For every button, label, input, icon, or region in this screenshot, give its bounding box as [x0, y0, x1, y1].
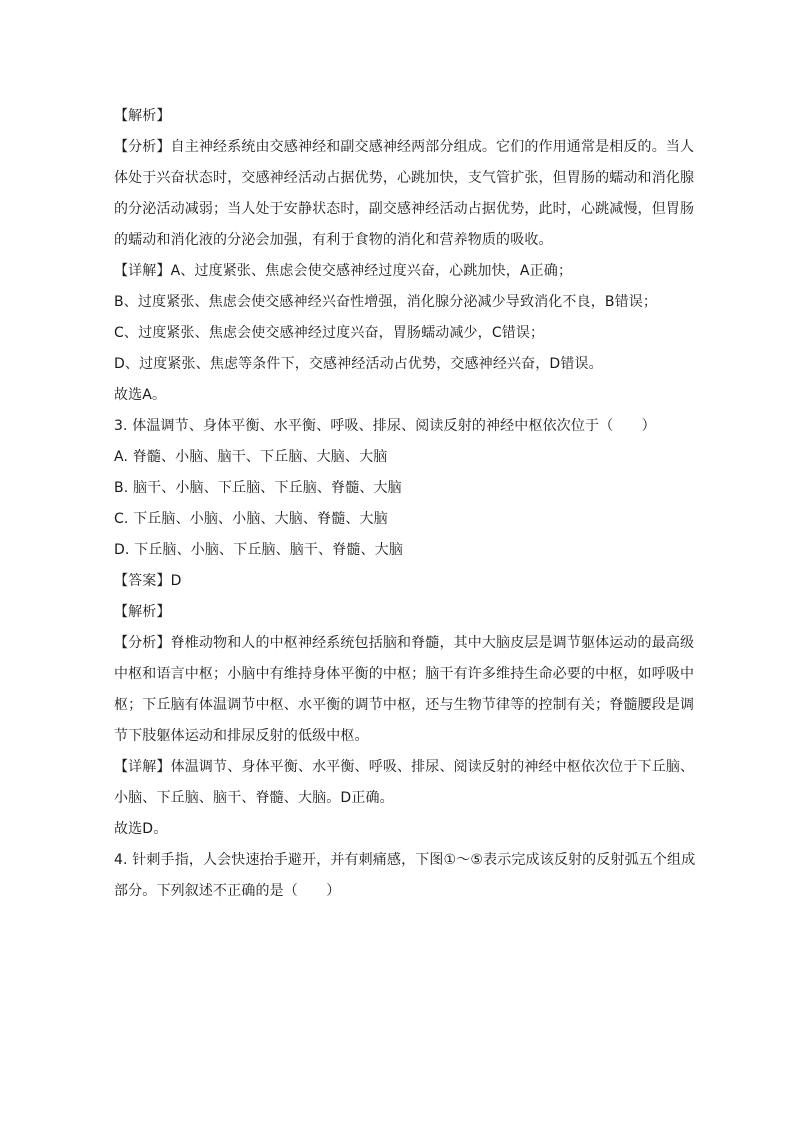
detail-paragraph: 【详解】体温调节、身体平衡、水平衡、呼吸、排尿、阅读反射的神经中枢依次位于下丘脑、小脑、下丘脑、脑干、脊髓、大脑。D正确。: [114, 759, 695, 806]
question-3-option-a: A. 脊髓、小脑、脑干、下丘脑、大脑、大脑: [114, 449, 388, 465]
detail-option-d: D、过度紧张、焦虑等条件下，交感神经活动占优势，交感神经兴奋，D错误。: [114, 356, 603, 372]
question-3-option-c: C. 下丘脑、小脑、小脑、大脑、脊髓、大脑: [114, 511, 388, 527]
section-heading-analysis: 【解析】: [114, 108, 171, 124]
question-3-option-d: D. 下丘脑、小脑、下丘脑、脑干、脊髓、大脑: [114, 542, 403, 558]
detail-option-c: C、过度紧张、焦虑会使交感神经过度兴奋，胃肠蠕动减少，C错误；: [114, 325, 545, 341]
conclusion-line: 故选D。: [114, 821, 168, 837]
question-4-stem: 4. 针刺手指，人会快速抬手避开，并有刺痛感，下图①～⑤表示完成该反射的反射弧五个组成部分。下列叙述不正确的是（ ）: [114, 852, 696, 899]
analysis-paragraph: 【分析】自主神经系统由交感神经和副交感神经两部分组成。它们的作用通常是相反的。当人体处于兴奋状态时，交感神经活动占据优势，心跳加快，支气管扩张，但胃肠的蠕动和消化腺的分泌活动减弱；当人处于安静状态时，副交感神经活动占据优势，此时，心跳减慢，但胃肠的蠕动和消化液的分泌会加强，有利于食物的消化和营养物质的吸收。: [114, 139, 695, 248]
document-body: [114, 101, 704, 907]
detail-paragraph: 【详解】A、过度紧张、焦虑会使交感神经过度兴奋，心跳加快，A正确；: [114, 263, 573, 279]
conclusion-line: 故选A。: [114, 387, 167, 403]
question-3-option-b: B. 脑干、小脑、下丘脑、下丘脑、脊髓、大脑: [114, 480, 402, 496]
section-heading-analysis: 【解析】: [114, 604, 171, 620]
analysis-paragraph: 【分析】脊椎动物和人的中枢神经系统包括脑和脊髓，其中大脑皮层是调节躯体运动的最高级中枢和语言中枢；小脑中有维持身体平衡的中枢；脑干有许多维持生命必要的中枢，如呼吸中枢；下丘脑有体温调节中枢、水平衡的调节中枢，还与生物节律等的控制有关；脊髓腰段是调节下肢躯体运动和排尿反射的低级中枢。: [114, 635, 695, 744]
answer-line: 【答案】D: [114, 573, 182, 589]
detail-option-b: B、过度紧张、焦虑会使交感神经兴奋性增强，消化腺分泌减少导致消化不良，B错误；: [114, 294, 658, 310]
question-3-stem: 3. 体温调节、身体平衡、水平衡、呼吸、排尿、阅读反射的神经中枢依次位于（ ）: [114, 418, 656, 434]
